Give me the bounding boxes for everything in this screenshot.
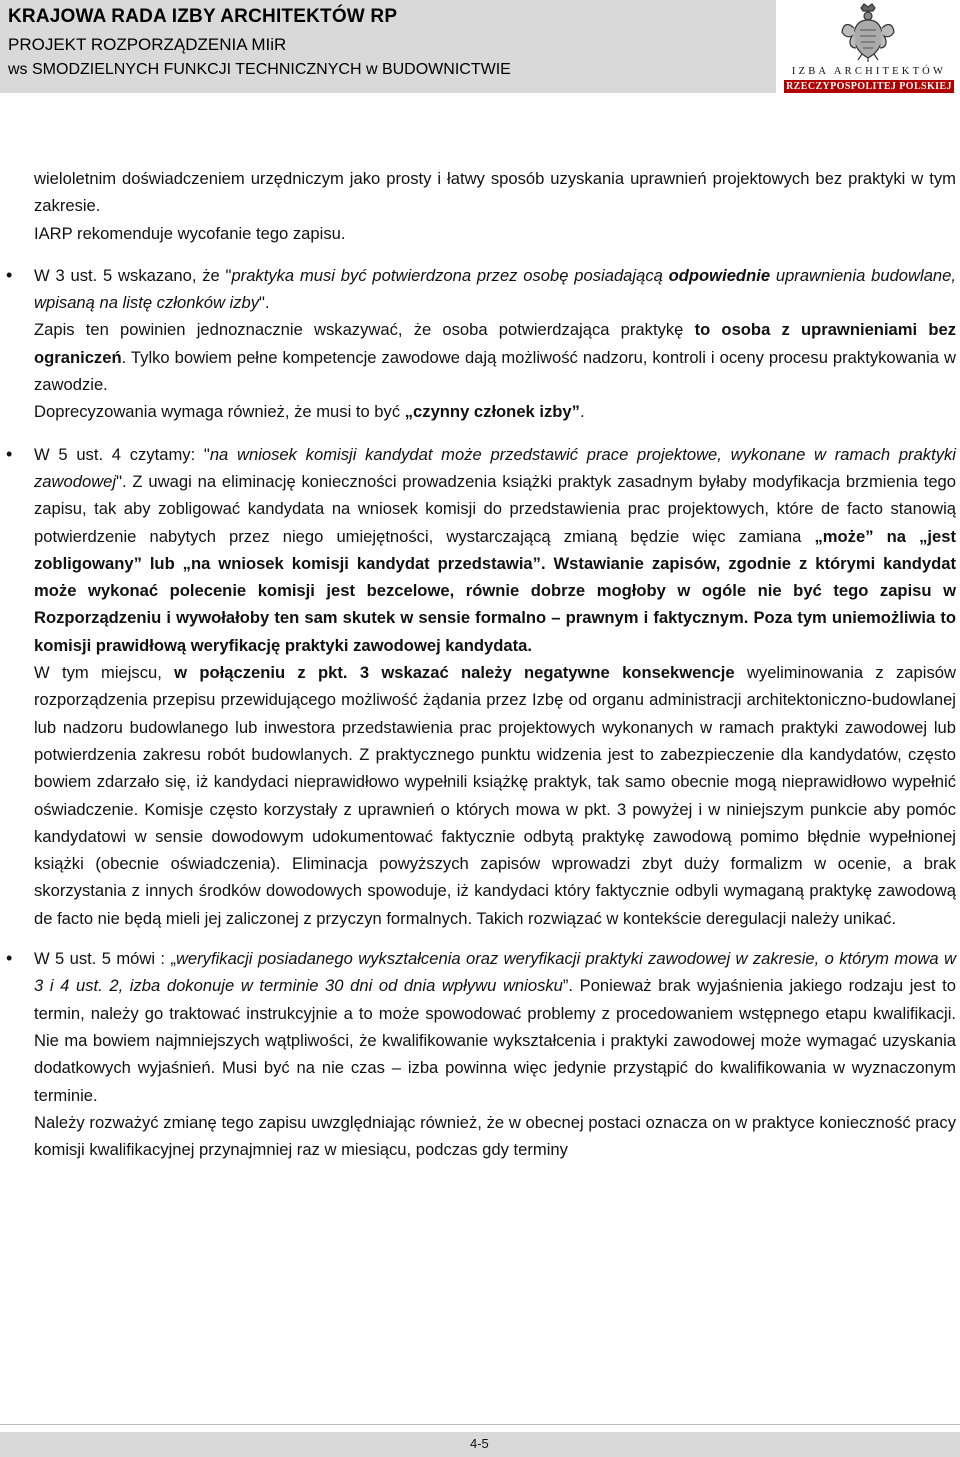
- page-header: [0, 0, 960, 95]
- text-run: praktyka musi być potwierdzona przez osobę posiadającą: [231, 265, 669, 285]
- text-run: . Tylko bowiem pełne kompetencje zawodowe dają możliwość nadzoru, kontroli i oceny procesu praktykowania w zawodzie.: [34, 347, 956, 395]
- list-item: [34, 441, 956, 659]
- document-body: [34, 165, 956, 1163]
- text-run: ".: [259, 293, 270, 313]
- text-run: IARP rekomenduje wycofanie tego zapisu.: [34, 223, 346, 243]
- text-run: to osoba z uprawnieniami bez ograniczeń: [34, 320, 956, 367]
- header-subtitle: PROJEKT ROZPORZĄDZENIA MIiR: [8, 35, 287, 54]
- text-run: ". Z uwagi na eliminację konieczności prowadzenia książki praktyk zasadnym byłaby modyfikacja brzmienia tego zapisu, tak aby zobligować kandydata na wniosek komisji do przedstawienia prac projektowych, które de facto stanowią potwierdzenie nabytych przez niego umiejętności, wystarczającą zmianą będzie więc zamiana: [34, 471, 956, 546]
- logo-text-rzeczypospolitej: RZECZYPOSPOLITEJ POLSKIEJ: [784, 80, 954, 93]
- text-run: Doprecyzowania wymaga również, że musi to być: [34, 402, 405, 422]
- footer-divider: [0, 1424, 960, 1425]
- header-band: [0, 0, 776, 93]
- logo-text-izba: IZBA ARCHITEKTÓW: [791, 66, 947, 77]
- text-run: .: [579, 402, 585, 422]
- page-number: 4-5: [470, 1436, 489, 1451]
- list-item: [34, 262, 956, 317]
- header-topic: ws SMODZIELNYCH FUNKCJI TECHNICZNYCH w BUDOWNICTWIE: [8, 61, 511, 78]
- paragraph: [34, 659, 956, 932]
- text-run: odpowiednie: [668, 265, 771, 285]
- page-footer: [0, 1432, 960, 1457]
- text-run: ”. Ponieważ brak wyjaśnienia jakiego rodzaju jest to termin, należy go traktować instrukcyjnie a to może spowodować problemy z procedowaniem wstępnego etapu kwalifikacji. Nie ma bowiem najmniejszych wątpliwości, że kwalifikowanie wykształcenia i praktyki zawodowej może wymagać uzyskania dodatkowych wyjaśnień. Musi być na nie czas – izba powinna więc jedynie przystąpić do kwalifikowania w wyznaczonym terminie.: [34, 976, 956, 1105]
- text-run: weryfikacji posiadanego wykształcenia oraz weryfikacji praktyki zawodowej w zakresie, o którym mowa w 3 i 4 ust. 2, izba dokonuje w terminie 30 dni od dnia wpływu wniosku: [34, 949, 956, 996]
- paragraph: [34, 398, 956, 425]
- text-run: „czynny członek izby”: [404, 402, 580, 422]
- text-run: na wniosek komisji kandydat może przedstawić prace projektowe, wykonane w ramach praktyki zawodowej: [34, 444, 956, 491]
- text-run: Należy rozważyć zmianę tego zapisu uwzględniając również, że w obecnej postaci oznacza on w praktyce konieczność pracy komisji kwalifikacyjnej przynajmniej raz w miesiącu, podczas gdy terminy: [34, 1112, 956, 1160]
- paragraph: [34, 220, 956, 247]
- paragraph: [34, 316, 956, 398]
- text-run: wieloletnim doświadczeniem urzędniczym jako prosty i łatwy sposób uzyskania uprawnień projektowych bez praktyki w tym zakresie.: [34, 169, 956, 216]
- text-run: W 5 ust. 4 czytamy: ": [34, 444, 210, 464]
- text-run: W tym miejscu,: [34, 663, 175, 683]
- list-item: [34, 945, 956, 1109]
- text-run: Zapis ten powinien jednoznacznie wskazywać, że osoba potwierdzająca praktykę: [34, 320, 695, 340]
- text-run: W 5 ust. 5 mówi : „: [34, 949, 176, 969]
- paragraph: [34, 165, 956, 220]
- izba-architektow-logo: [778, 0, 960, 95]
- eagle-emblem-icon: [840, 2, 896, 62]
- text-run: w połączeniu z pkt. 3 wskazać należy negatywne konsekwencje: [174, 663, 735, 683]
- paragraph: [34, 1109, 956, 1164]
- text-run: „może” na „jest zobligowany” lub „na wniosek komisji kandydat przedstawia”. Wstawianie zapisów, zgodnie z którymi kandydat może wykonać polecenie komisji jest bezcelowe, równie dobrze mogłoby w ogóle nie być tego zapisu w Rozporządzeniu i wywołałoby ten sam skutek w sensie formalno – prawnym i faktycznym. Poza tym uniemożliwia to komisji prawidłową weryfikację praktyki zawodowej kandydata.: [34, 526, 956, 655]
- header-title: KRAJOWA RADA IZBY ARCHITEKTÓW RP: [8, 6, 398, 27]
- text-run: uprawnienia budowlane, wpisaną na listę członków izby: [34, 265, 956, 313]
- text-run: W 3 ust. 5 wskazano, że ": [34, 265, 232, 285]
- text-run: wyeliminowania z zapisów rozporządzenia przepisu przewidującego możliwość żądania przez Izbę od organu administracji architektoniczno-budowlanej lub nadzoru budowlanego lub inwestora przedstawienia prac projektowych wykonanych w ramach praktyki zawodowej lub potwierdzenia zakresu robót budowlanych. Z praktycznego punktu widzenia jest to zabezpieczenie dla kandydatów, często bowiem zdarzało się, iż kandydaci nieprawidłowo wypełnili książkę praktyk, tak samo obecnie mogą nieprawidłowo wypełnić oświadczenie. Komisje często korzystały z uprawnień o których mowa w pkt. 3 powyżej i w niniejszym punkcie aby pomóc kandydatowi w sensie dowodowym udokumentować faktycznie odbytą praktykę zawodową pomimo błędnie wypełnionej książki (obecnie oświadczenia). Eliminacja powyższych zapisów wprowadzi zbyt duży formalizm w ocenie, a brak skorzystania z innych środków dowodowych spowoduje, iż kandydaci który faktycznie odbyli wymaganą praktykę zawodową de facto nie będą mieli jej zaliczonej z przyczyn formalnych. Takich rozwiązać w kontekście deregulacji należy unikać.: [34, 663, 956, 928]
